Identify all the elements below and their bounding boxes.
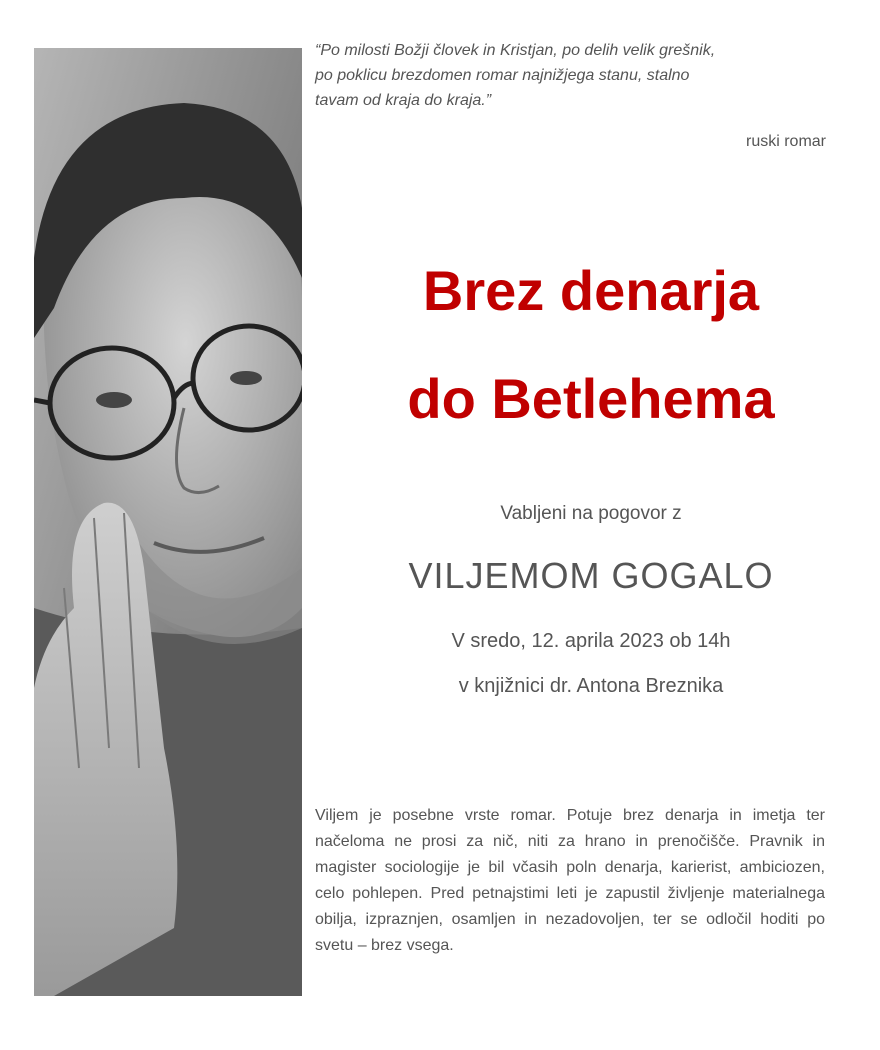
quote-line: “Po milosti Božji človek in Kristjan, po delih velik grešnik, bbox=[315, 42, 716, 59]
event-date: V sredo, 12. aprila 2023 ob 14h bbox=[451, 630, 731, 652]
quote bbox=[315, 38, 835, 113]
title-line-1: Brez denarja bbox=[422, 259, 760, 322]
quote-line: tavam od kraja do kraja.” bbox=[315, 92, 492, 109]
event-place: v knjižnici dr. Antona Breznika bbox=[458, 675, 724, 697]
quote-attribution: ruski romar bbox=[745, 133, 826, 150]
quote-line: po poklicu brezdomen romar najnižjega stanu, stalno bbox=[315, 67, 690, 84]
invite-text: Vabljeni na pogovor z bbox=[500, 503, 682, 524]
title-line-2: do Betlehema bbox=[407, 367, 775, 430]
portrait-photo bbox=[34, 48, 302, 996]
description: Viljem je posebne vrste romar. Potuje brez denarja in imetja ter načeloma ne prosi za nič, niti za hrano in prenočišče. Pravnik in magister sociologije je bil včasih poln denarja, karierist, ambiciozen, celo pohlepen. Pred petnajstimi leti je zapustil življenje materialnega obilja, izpraznjen, osamljen in nezadovoljen, ter se odločil hoditi po svetu – brez vsega. bbox=[315, 807, 825, 954]
guest-name: VILJEMOM GOGALO bbox=[408, 555, 774, 596]
